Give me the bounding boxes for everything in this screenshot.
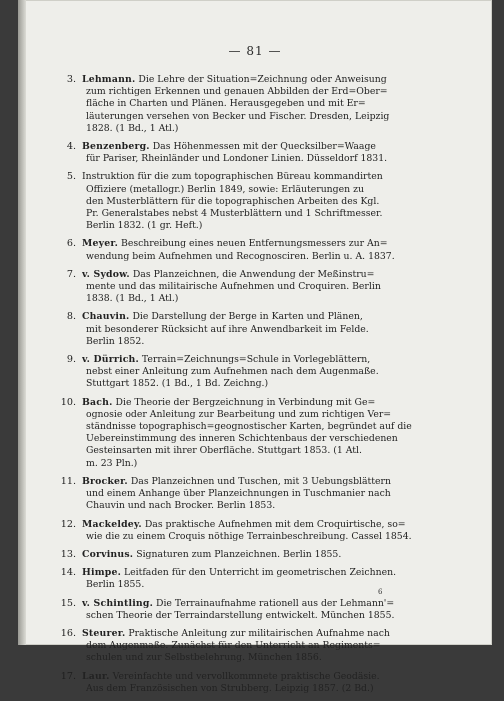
bibliography-entry [66,311,456,348]
entry-text-line [82,458,456,470]
entry-number: 10. [60,396,76,408]
entry-text-line [82,141,456,153]
entry-text-line [82,184,456,196]
entry-author: Meyer. [82,238,119,250]
bibliography-entry [60,548,456,561]
entry-text-line [82,476,456,488]
entry-line-text: Terrain=Zeichnungs=Schule in Vorlegeblättern, [141,354,371,366]
entry-line-text: Signaturen zum Planzeichnen. Berlin 1855. [136,548,342,560]
bibliography-entry [60,670,456,695]
entry-number: 15. [60,597,76,609]
entry-line-text: 1838. (1 Bd., 1 Atl.) [86,293,179,305]
entry-line-text: Berlin 1832. (1 gr. Heft.) [86,220,203,232]
entry-text-line [82,220,456,232]
entry-line-text: Die Theorie der Bergzeichnung in Verbindung mit Ge= [115,396,376,408]
entry-text-line [82,397,456,409]
bibliography-entry [60,518,456,543]
entry-line-text: Das Planzeichnen und Tuschen, mit 3 Uebungsblättern [130,475,391,487]
entry-text-line [82,98,456,110]
entry-line-text: Offiziere (metallogr.) Berlin 1849, sowie: Erläuterungen zu [86,183,364,195]
entry-line-text: Instruktion für die zum topographischen Büreau kommandirten [82,171,383,183]
bibliography-entry [60,597,456,622]
entry-number: 11. [60,475,76,487]
entry-line-text: schulen und zur Selbstbelehrung. München 1856. [86,652,322,664]
printer-signature: 6 [378,588,383,596]
entry-line-text: Stuttgart 1852. (1 Bd., 1 Bd. Zeichng.) [86,378,269,390]
entry-text-line [82,519,456,531]
entry-author: Brocker. [82,475,128,487]
entry-text-line [82,610,456,622]
entry-text-line [82,311,456,323]
bibliography-entry [60,396,456,470]
entry-number: 5. [66,171,76,183]
book-page [18,0,492,694]
entry-text-line [82,531,456,543]
entry-line-text: Vereinfachte und vervollkommnete praktische Geodäsie. [112,670,380,682]
entry-text-line [82,196,456,208]
entry-line-text: den Musterblättern für die topographischen Arbeiten des Kgl. [86,195,380,207]
bibliography-entry [60,567,456,591]
entry-text-line [82,86,456,98]
entry-line-text: Gesteinsarten mit ihrer Oberfläche. Stuttgart 1853. (1 Atl. [86,445,362,457]
entry-number: 7. [66,268,76,280]
entry-number: 13. [60,548,76,560]
entry-author: Lehmann. [82,74,136,85]
entry-number: 14. [60,567,76,579]
entry-line-text: Aus dem Französischen von Strubberg. Leipzig 1857. (2 Bd.) [86,682,374,694]
entry-line-text: Chauvin und nach Brocker. Berlin 1853. [86,500,276,512]
entry-text-line [82,238,456,250]
entry-text-line [82,208,456,220]
page-gutter [18,0,26,645]
entry-line-text: Pr. Generalstabes nebst 4 Musterblättern und 1 Schriftmesser. [86,208,383,220]
entry-text-line [82,500,456,512]
page-number: — 81 — [228,44,282,58]
entry-text-line [82,269,456,281]
entry-author: v. Schintling. [82,597,154,609]
entry-line-text: Das Planzeichnen, die Anwendung der Meßinstru= [132,268,375,280]
entry-text-line [82,293,456,305]
bibliography-entry [66,141,456,165]
entry-line-text: Die Lehre der Situation=Zeichnung oder Anweisung [138,74,387,85]
entry-line-text: Die Terrainaufnahme rationell aus der Lehmann'= [156,597,395,609]
entry-author: v. Dürrich. [82,354,139,366]
bibliography-entry [66,238,456,262]
entry-text-line [82,549,456,561]
entry-line-text: zum richtigen Erkennen und genauen Abbilden der Erd=Ober= [86,86,388,98]
entry-author: Himpe. [82,567,122,579]
entry-line-text: ständnisse topographisch=geognostischer Karten, begründet auf die [86,421,412,433]
entry-text-line [82,652,456,664]
entry-number: 9. [66,354,76,366]
entry-line-text: und einem Anhange über Planzeichnungen in Tuschmanier nach [86,488,391,500]
entry-author: Chauvin. [82,311,130,323]
bibliography-entry [66,269,456,306]
bibliography-entry [66,74,456,135]
entry-text-line [82,409,456,421]
entry-author: Mackeldey. [82,518,142,530]
entry-text-line [82,251,456,263]
entry-line-text: wie die zu einem Croquis nöthige Terrainbeschreibung. Cassel 1854. [86,530,412,542]
entry-text-line [82,683,456,695]
entry-line-text: dem Augenmaße. Zunächst für den Unterricht an Regiments= [86,640,381,652]
bibliography-entry [60,627,456,665]
entry-text-line [82,336,456,348]
entry-text-line [82,567,456,579]
entry-author: Bach. [82,396,113,408]
entry-text-line [82,111,456,123]
entry-line-text: Berlin 1852. [86,335,145,347]
entry-line-text: Beschreibung eines neuen Entfernungsmessers zur An= [120,238,388,250]
entry-text-line [82,671,456,683]
entry-line-text: Das praktische Aufnehmen mit dem Croquirtische, so= [144,518,406,530]
entry-line-text: für Pariser, Rheinländer und Londoner Linien. Düsseldorf 1831. [86,153,388,165]
entry-text-line [82,628,456,640]
entry-author: Benzenberg. [82,141,150,153]
entry-author: Corvinus. [82,548,134,560]
entry-text-line [82,281,456,293]
entry-line-text: Leitfaden für den Unterricht im geometrischen Zeichnen. [123,567,397,579]
entry-text-line [82,598,456,610]
entry-line-text: fläche in Charten und Plänen. Herausgegeben und mit Er= [86,98,366,110]
entry-text-line [82,171,456,183]
entry-line-text: läuterungen versehen von Becker und Fischer. Dresden, Leipzig [86,110,390,122]
entry-number: 8. [66,311,76,323]
entry-text-line [82,366,456,378]
entry-number: 17. [60,670,76,682]
entry-text-line [82,123,456,135]
entry-text-line [82,378,456,390]
bibliography-list [60,74,456,701]
entry-text-line [82,640,456,652]
entry-line-text: Uebereinstimmung des inneren Schichtenbaus der verschiedenen [86,433,398,445]
entry-author: Laur. [82,670,110,682]
entry-text-line [82,354,456,366]
entry-text-line [82,488,456,500]
entry-line-text: m. 23 Pln.) [86,457,138,469]
entry-author: Steurer. [82,627,126,639]
entry-line-text: 1828. (1 Bd., 1 Atl.) [86,122,179,134]
entry-text-line [82,579,456,591]
entry-number: 4. [66,141,76,153]
entry-text-line [82,153,456,165]
entry-line-text: Praktische Anleitung zur militairischen Aufnahme nach [128,627,390,639]
entry-line-text: ognosie oder Anleitung zur Bearbeitung und zum richtigen Ver= [86,408,392,420]
entry-line-text: Das Höhenmessen mit der Quecksilber=Waage [152,141,376,153]
entry-line-text: nebst einer Anleitung zum Aufnehmen nach dem Augenmaße. [86,366,379,378]
entry-line-text: mit besonderer Rücksicht auf ihre Anwendbarkeit im Felde. [86,323,369,335]
entry-line-text: mente und das militairische Aufnehmen und Croquiren. Berlin [86,281,381,293]
entry-number: 16. [60,627,76,639]
entry-line-text: Die Darstellung der Berge in Karten und Plänen, [132,311,363,323]
entry-line-text: wendung beim Aufnehmen und Recognosciren. Berlin u. A. 1837. [86,250,395,262]
bibliography-entry [60,475,456,513]
bibliography-entry [66,171,456,232]
entry-number: 3. [66,74,76,85]
bibliography-entry [66,354,456,391]
entry-author: v. Sydow. [82,268,130,280]
entry-text-line [82,445,456,457]
entry-text-line [82,433,456,445]
entry-text-line [82,74,456,86]
entry-text-line [82,421,456,433]
entry-line-text: schen Theorie der Terraindarstellung entwickelt. München 1855. [86,609,395,621]
entry-text-line [82,324,456,336]
entry-number: 6. [66,238,76,250]
entry-line-text: Berlin 1855. [86,579,145,591]
entry-number: 12. [60,518,76,530]
